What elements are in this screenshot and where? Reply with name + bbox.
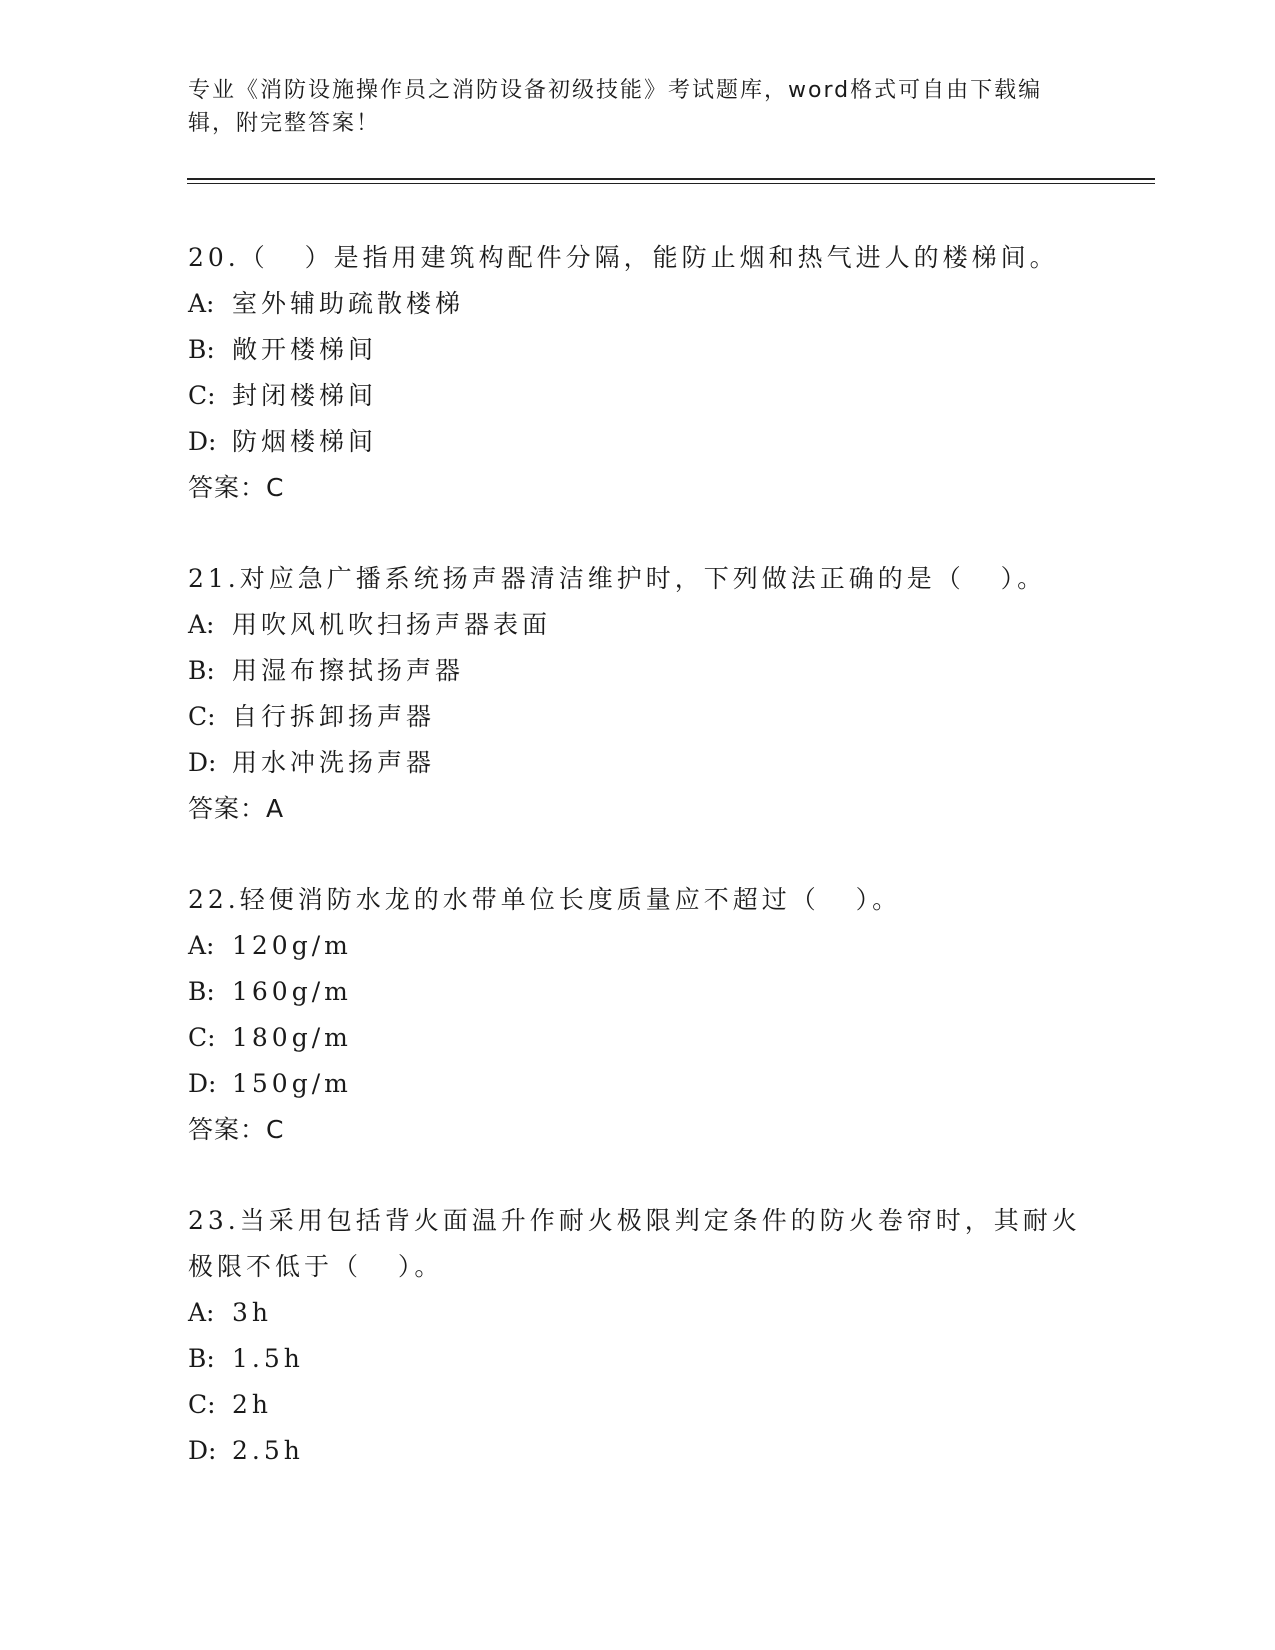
option-text: 160g/m	[232, 977, 352, 1006]
option-c	[188, 373, 1088, 419]
document-header	[188, 74, 1068, 140]
question-stem: 21.对应急广播系统扬声器清洁维护时，下列做法正确的是（ ）。	[188, 564, 1047, 593]
option-text: 用湿布擦拭扬声器	[232, 656, 465, 685]
option-a	[188, 923, 1088, 969]
answer-line: 答案：A	[188, 794, 285, 823]
option-text: 敞开楼梯间	[232, 335, 378, 364]
option-letter: B:	[188, 335, 215, 364]
option-b	[188, 969, 1088, 1015]
option-text: 120g/m	[232, 931, 352, 960]
option-text: 150g/m	[232, 1069, 352, 1098]
option-letter: C:	[188, 381, 216, 410]
option-text: 180g/m	[232, 1023, 352, 1052]
option-text: 防烟楼梯间	[232, 427, 378, 456]
option-b	[188, 1336, 1088, 1382]
option-letter: C:	[188, 1023, 216, 1052]
option-text: 自行拆卸扬声器	[232, 702, 436, 731]
option-text: 2.5h	[232, 1436, 304, 1465]
option-a	[188, 281, 1088, 327]
option-text: 1.5h	[232, 1344, 304, 1373]
answer-line: 答案：C	[188, 473, 285, 502]
option-b	[188, 648, 1088, 694]
option-a	[188, 602, 1088, 648]
option-d	[188, 419, 1088, 465]
option-text: 封闭楼梯间	[232, 381, 378, 410]
option-letter: B:	[188, 977, 215, 1006]
option-text: 用吹风机吹扫扬声器表面	[232, 610, 552, 639]
question-stem-continued: 极限不低于（ ）。	[188, 1252, 444, 1281]
option-c	[188, 694, 1088, 740]
header-line-1: 专业《消防设施操作员之消防设备初级技能》考试题库，word格式可自由下载编	[188, 78, 1043, 103]
option-text: 用水冲洗扬声器	[232, 748, 436, 777]
option-c	[188, 1382, 1088, 1428]
option-a	[188, 1290, 1088, 1336]
option-letter: C:	[188, 1390, 216, 1419]
question-22	[188, 877, 1088, 1153]
option-letter: D:	[188, 427, 217, 456]
question-23	[188, 1198, 1088, 1474]
header-line-2: 辑，附完整答案！	[188, 111, 381, 136]
option-text: 室外辅助疏散楼梯	[232, 289, 465, 318]
option-letter: C:	[188, 702, 216, 731]
option-letter: A:	[188, 931, 215, 960]
option-letter: D:	[188, 1069, 217, 1098]
header-divider-thick	[187, 178, 1155, 180]
question-20	[188, 235, 1088, 511]
option-d	[188, 740, 1088, 786]
question-list	[188, 235, 1088, 1519]
option-c	[188, 1015, 1088, 1061]
option-letter: A:	[188, 610, 215, 639]
option-d	[188, 1428, 1088, 1474]
option-letter: D:	[188, 1436, 217, 1465]
option-letter: D:	[188, 748, 217, 777]
answer-line: 答案：C	[188, 1115, 285, 1144]
header-divider-thin	[187, 183, 1155, 184]
option-letter: A:	[188, 289, 215, 318]
question-stem: 22.轻便消防水龙的水带单位长度质量应不超过（ ）。	[188, 885, 902, 914]
option-b	[188, 327, 1088, 373]
option-d	[188, 1061, 1088, 1107]
question-21	[188, 556, 1088, 832]
question-stem: 20.（ ）是指用建筑构配件分隔，能防止烟和热气进人的楼梯间。	[188, 243, 1059, 272]
question-stem: 23.当采用包括背火面温升作耐火极限判定条件的防火卷帘时，其耐火	[188, 1206, 1081, 1235]
option-letter: A:	[188, 1298, 215, 1327]
option-letter: B:	[188, 656, 215, 685]
option-letter: B:	[188, 1344, 215, 1373]
option-text: 2h	[232, 1390, 273, 1419]
option-text: 3h	[232, 1298, 273, 1327]
